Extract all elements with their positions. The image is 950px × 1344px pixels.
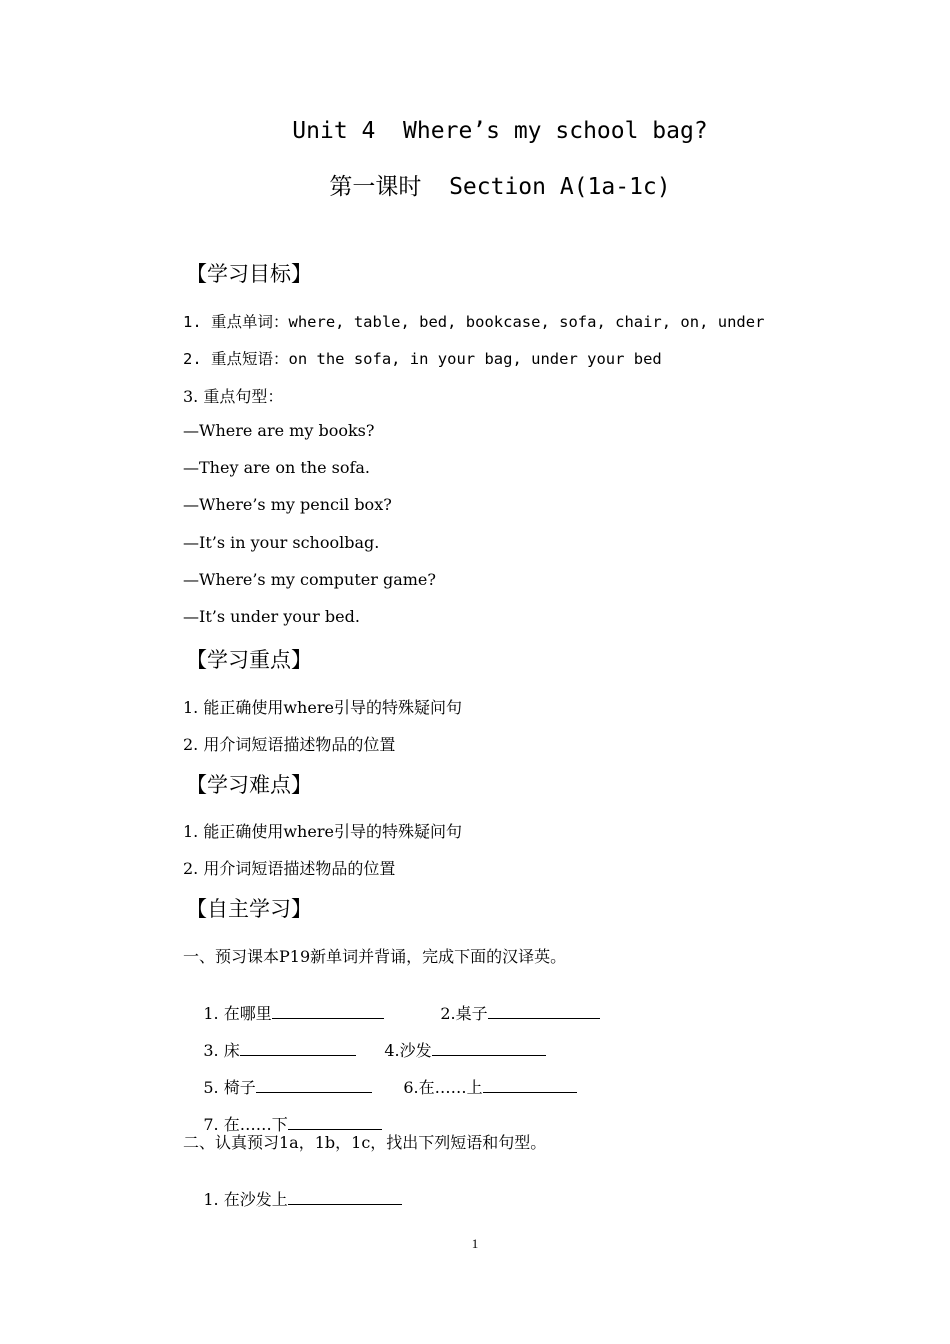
exercise-prompt: 6.在……上 [403,1078,483,1097]
key-point-item: 1. 能正确使用where引导的特殊疑问句 [183,698,462,717]
page-number: 1 [471,1236,479,1251]
answer-blank[interactable] [240,1041,356,1056]
objective-item: 1. 重点单词：where, table, bed, bookcase, sofa, chair, on, under [183,313,765,331]
exercise-prompt: 7. 在……下 [203,1115,288,1134]
lesson-subtitle: 第一课时 Section A(1a-1c) [329,174,671,200]
exercise-row [383,1056,577,1117]
exercise-prompt: 5. 椅子 [203,1078,256,1097]
objective-item: 2. 重点短语：on the sofa, in your bag, under your bed [183,350,662,368]
dialogue-line: —Where are my books? [183,421,375,440]
exercise-prompt: 4.沙发 [384,1041,432,1060]
self-study-heading: 【自主学习】 [186,897,312,921]
answer-blank[interactable] [288,1115,382,1130]
answer-blank[interactable] [288,1190,402,1205]
exercise-prompt: 3. 床 [203,1041,240,1060]
answer-blank[interactable] [432,1041,546,1056]
difficulty-item: 1. 能正确使用where引导的特殊疑问句 [183,822,462,841]
self-study-part1: 一、预习课本P19新单词并背诵，完成下面的汉译英。 [183,947,567,966]
dialogue-line: —It’s under your bed. [183,607,360,626]
answer-blank[interactable] [272,1004,384,1019]
dialogue-line: —They are on the sofa. [183,458,371,477]
dialogue-line: —It’s in your schoolbag. [183,533,380,552]
exercise-row [183,1168,402,1229]
objectives-heading: 【学习目标】 [186,262,312,286]
exercise-prompt: 1. 在沙发上 [203,1190,288,1209]
answer-blank[interactable] [488,1004,600,1019]
exercise-prompt: 2.桌子 [440,1004,488,1023]
difficulties-heading: 【学习难点】 [186,773,312,797]
key-point-item: 2. 用介词短语描述物品的位置 [183,735,396,754]
dialogue-line: —Where’s my computer game? [183,570,436,589]
objective-item: 3. 重点句型： [183,387,284,406]
unit-title: Unit 4 Where’s my school bag? [292,118,708,144]
self-study-part2: 二、认真预习1a，1b，1c，找出下列短语和句型。 [183,1133,547,1152]
answer-blank[interactable] [483,1078,577,1093]
dialogue-line: —Where’s my pencil box? [183,495,392,514]
answer-blank[interactable] [256,1078,372,1093]
difficulty-item: 2. 用介词短语描述物品的位置 [183,859,396,878]
exercise-prompt: 1. 在哪里 [203,1004,272,1023]
key-points-heading: 【学习重点】 [186,648,312,672]
